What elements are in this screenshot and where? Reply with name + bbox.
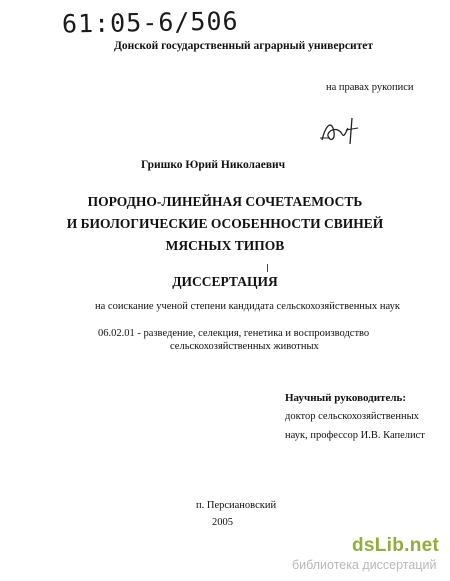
degree-line: на соискание ученой степени кандидата сельскохозяйственных наук [95,301,400,312]
document-type: ДИССЕРТАЦИЯ [172,274,278,289]
university-name: Донской государственный аграрный университет [114,40,374,52]
scan-mark [267,264,268,272]
rights-note: на правах рукописи [326,82,414,93]
handwritten-archive-number: 61:05-6/506 [61,6,239,39]
place-of-publication: п. Персиановский [196,500,277,511]
year: 2005 [212,517,233,528]
dissertation-title [0,191,450,257]
supervisor-heading: Научный руководитель: [285,392,406,404]
title-line-2: И БИОЛОГИЧЕСКИЕ ОСОБЕННОСТИ СВИНЕЙ [66,216,384,231]
supervisor-line-1: доктор сельскохозяйственных [285,411,419,422]
title-line-1: ПОРОДНО-ЛИНЕЙНАЯ СОЧЕТАЕМОСТЬ [87,194,363,209]
specialty-line-1: 06.02.01 - разведение, селекция, генетика и воспроизводство [98,328,370,339]
supervisor-line-2: наук, профессор И.В. Капелист [285,430,425,441]
watermark-subtitle: библиотека диссертаций [292,558,437,572]
watermark-logo: dsLib.net [352,535,440,556]
title-line-3: МЯСНЫХ ТИПОВ [165,238,285,253]
specialty-line-2: сельскохозяйственных животных [170,341,319,352]
author-name: Гришко Юрий Николаевич [141,159,286,171]
signature-mark [318,114,364,148]
